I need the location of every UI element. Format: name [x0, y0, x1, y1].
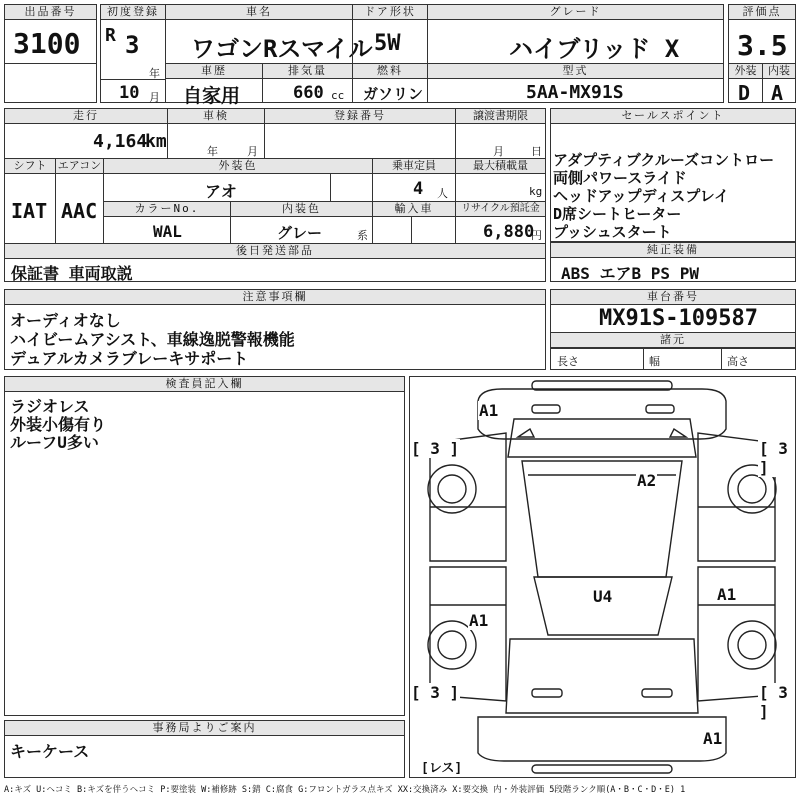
sales-points-label: セールスポイント	[551, 109, 795, 124]
door-type: 5W	[374, 31, 401, 56]
dim-width: 幅	[649, 355, 660, 368]
fuel: ガソリン	[363, 85, 424, 103]
mark-a1-left: A1	[469, 611, 489, 630]
sales-point-item: 両側パワースライド	[553, 169, 687, 187]
inspector-box	[4, 376, 405, 716]
transfer-label: 譲渡書期限	[456, 109, 545, 124]
capacity-label: 乗車定員	[373, 159, 455, 174]
exterior-grade: D	[738, 81, 751, 105]
mileage-label: 走行	[5, 109, 167, 124]
inspector-line: 外装小傷有り	[10, 415, 107, 434]
inspection-label: 車検	[168, 109, 264, 124]
inspector-line: ラジオレス	[10, 397, 90, 416]
dims-label: 諸元	[551, 333, 795, 348]
grade: ハイブリッド X	[509, 35, 680, 63]
lot-box	[4, 4, 97, 103]
mark-tire-rl: [ 3 ]	[411, 683, 460, 702]
year-unit: 年	[149, 67, 160, 80]
mark-u4: U4	[593, 587, 613, 606]
int-color: グレー	[277, 224, 323, 242]
interior-grade: A	[771, 81, 784, 105]
sales-point-item: D席シートヒーター	[553, 205, 682, 223]
mark-tire-fl: [ 3 ]	[411, 439, 460, 458]
office-value: キーケース	[10, 742, 90, 761]
interior-label: 内装	[763, 64, 795, 79]
lot-number: 3100	[13, 27, 81, 60]
mark-tire-rr: [ 3 ]	[758, 683, 795, 721]
load-label: 最大積載量	[456, 159, 545, 174]
mark-tire-fr: [ 3 ]	[758, 439, 795, 477]
recycle-unit: 円	[531, 229, 542, 242]
door-label: ドア形状	[353, 5, 427, 20]
sales-point-item: プッシュスタート	[553, 223, 672, 241]
score-label: 評価点	[729, 5, 795, 20]
reg-no-label: 登録番号	[265, 109, 455, 124]
equipment-label: 純正装備	[551, 243, 795, 258]
insp-month-unit: 月	[247, 145, 258, 158]
sales-point-item: アダプティブクルーズコントロー	[553, 151, 775, 169]
load-unit: kg	[529, 185, 543, 198]
int-color-label: 内装色	[231, 202, 372, 217]
displacement-unit: cc	[331, 89, 345, 102]
car-diagram	[409, 376, 796, 778]
legend: A:キズ U:ヘコミ B:キズを伴うヘコミ P:要塗装 W:補修跡 S:錆 C:腐食 G:フロントガラス点キズ XX:交換済み X:要交換 内・外装評価 5段階ランク順(A・B・C・D・E) 1	[4, 785, 686, 795]
office-box	[4, 720, 405, 778]
history: 自家用	[183, 85, 241, 107]
note-line: デュアルカメラブレーキサポート	[10, 349, 249, 368]
import-label: 輸入車	[373, 202, 455, 217]
lot-label: 出品番号	[5, 5, 96, 20]
later-label: 後日発送部品	[5, 244, 545, 259]
mark-a2: A2	[637, 471, 657, 490]
reg-year: 3	[125, 31, 140, 59]
first-reg-label: 初度登録	[101, 5, 165, 20]
shift: IAT	[11, 199, 48, 223]
int-color-suffix: 系	[357, 229, 368, 242]
mileage: 4,164	[93, 131, 148, 152]
score-box	[728, 4, 796, 103]
car-name-label: 車名	[166, 5, 352, 20]
sales-point-item: ヘッドアップディスプレイ	[553, 187, 729, 205]
office-label: 事務局よりご案内	[5, 721, 404, 736]
history-label: 車歴	[166, 64, 262, 79]
inspector-label: 検査員記入欄	[5, 377, 404, 392]
reg-month: 10	[119, 83, 140, 103]
exterior-label: 外装	[729, 64, 762, 79]
recycle: 6,880	[483, 222, 535, 242]
displacement-label: 排気量	[263, 64, 352, 79]
transfer-month-unit: 月	[493, 145, 504, 158]
chassis-box	[550, 289, 796, 370]
color: アオ	[205, 182, 237, 201]
later-parts: 保証書 車両取説	[11, 264, 133, 283]
mileage-unit: km	[145, 131, 167, 152]
notes-label: 注意事項欄	[5, 290, 545, 305]
car-outline	[410, 377, 795, 777]
model-label: 型式	[428, 64, 723, 79]
note-line: オーディオなし	[10, 311, 121, 330]
equipment	[550, 242, 796, 282]
chassis-number: MX91S-109587	[599, 306, 758, 331]
color-no: WAL	[153, 222, 182, 241]
equipment-value: ABS エアB PS PW	[561, 264, 699, 283]
chassis-label: 車台番号	[551, 290, 795, 305]
dim-length: 長さ	[557, 355, 579, 368]
notes-box	[4, 289, 546, 370]
specs-table	[4, 108, 546, 282]
score: 3.5	[737, 29, 788, 62]
grade-label: グレード	[428, 5, 723, 20]
car-name: ワゴンRスマイル	[191, 35, 373, 63]
ac-label: エアコン	[57, 159, 102, 172]
ac: AAC	[61, 199, 98, 223]
mark-a1-right: A1	[717, 585, 737, 604]
color-no-label: カラーNo.	[104, 202, 230, 217]
era: R	[105, 25, 116, 46]
capacity-unit: 人	[437, 187, 448, 200]
mark-a1-rear: A1	[703, 729, 723, 748]
sales-points	[550, 108, 796, 242]
displacement: 660	[293, 83, 324, 103]
model: 5AA-MX91S	[526, 82, 624, 103]
month-unit: 月	[149, 91, 160, 104]
mark-a1-front: A1	[479, 401, 499, 420]
inspector-line: ルーフU多い	[10, 433, 99, 452]
color-label: 外装色	[104, 159, 372, 174]
dim-height: 高さ	[727, 355, 749, 368]
mark-spare: [レス]	[420, 757, 463, 776]
main-header	[100, 4, 724, 107]
insp-year-unit: 年	[207, 145, 218, 158]
transfer-day-unit: 日	[531, 145, 542, 158]
fuel-label: 燃料	[353, 64, 427, 79]
note-line: ハイビームアシスト、車線逸脱警報機能	[10, 330, 295, 349]
recycle-label: リサイクル預託金	[456, 202, 545, 217]
shift-label: シフト	[5, 159, 55, 174]
capacity: 4	[413, 179, 424, 199]
